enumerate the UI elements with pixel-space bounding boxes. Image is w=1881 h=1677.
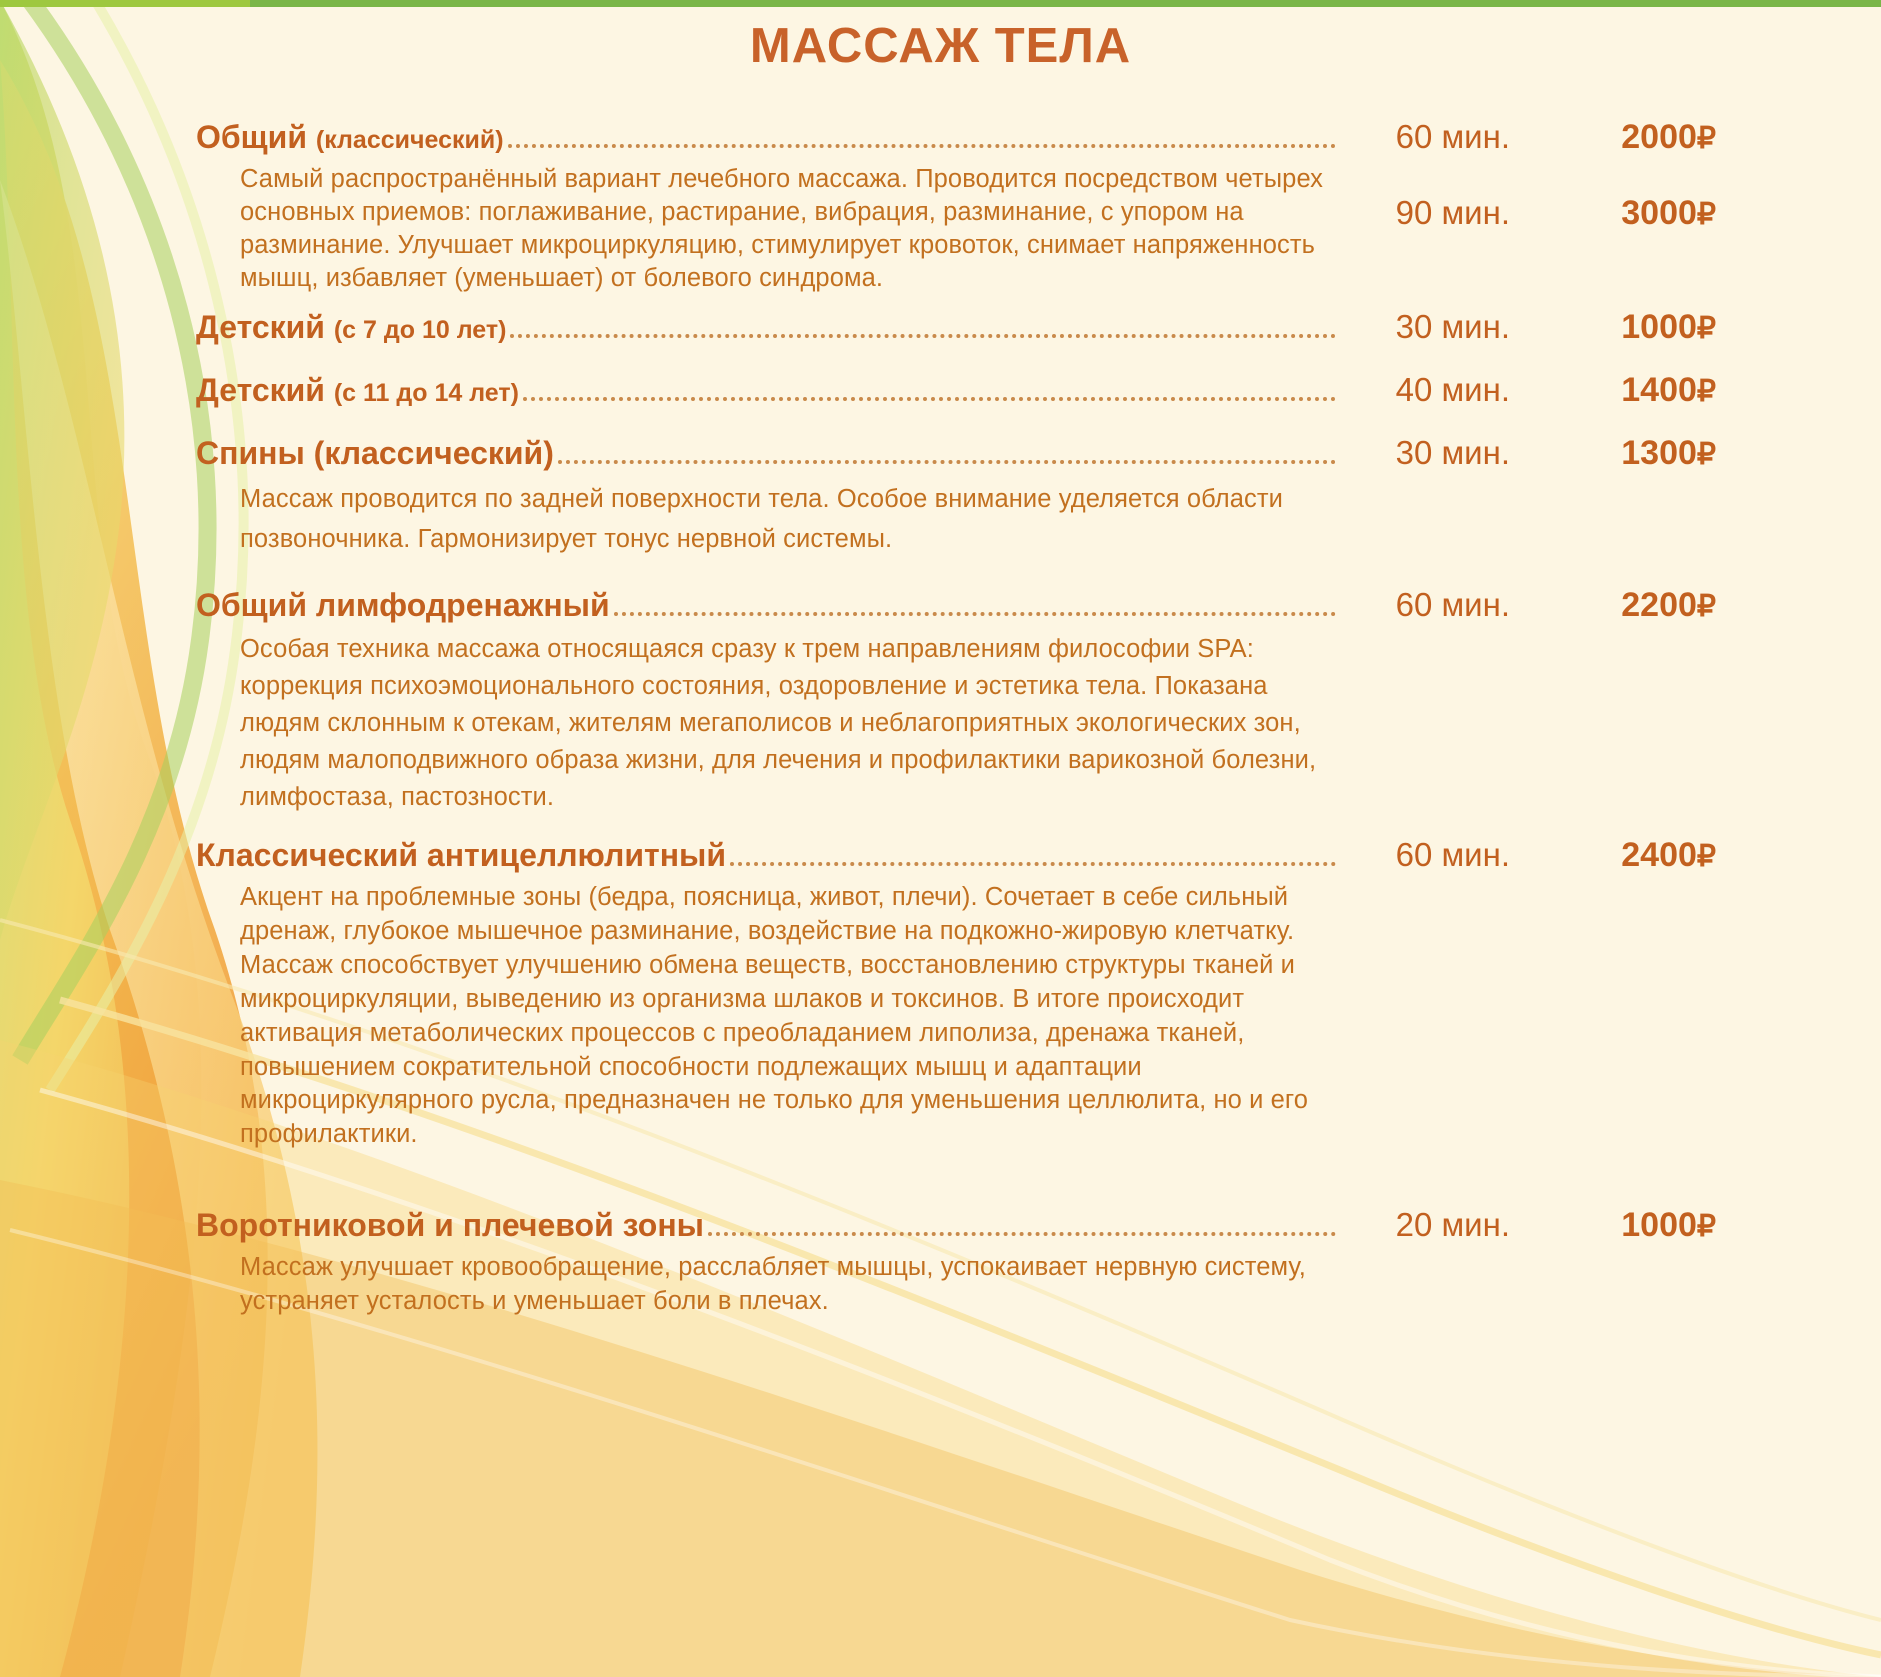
service-description: Массаж проводится по задней поверхности тела. Особое внимание уделяется области позвоночника. Гармонизирует тонус нервной системы. <box>240 484 1283 554</box>
dot-leader <box>523 396 1336 401</box>
dot-leader <box>508 143 1336 148</box>
dot-leader <box>730 861 1336 866</box>
service-price-value: 2400 <box>1621 836 1697 874</box>
service-name-sub: (с 11 до 14 лет) <box>333 378 519 407</box>
currency-symbol: ₽ <box>1696 1210 1716 1244</box>
service-price-value: 1400 <box>1621 370 1697 409</box>
service-name-main: Детский <box>196 371 325 408</box>
currency-symbol: ₽ <box>1696 437 1716 471</box>
currency-symbol: ₽ <box>1696 840 1716 873</box>
list-item <box>196 586 1716 816</box>
dot-leader <box>510 333 1336 338</box>
service-duration: 60 мин. <box>1395 118 1510 155</box>
service-name-sub: (классический) <box>315 126 504 154</box>
service-row <box>196 836 1716 875</box>
service-row <box>196 118 1716 157</box>
service-price <box>1510 836 1716 875</box>
service-list <box>196 118 1716 1331</box>
service-duration: 60 мин. <box>1395 586 1510 624</box>
service-name-main: Спины (классический) <box>196 434 554 471</box>
service-name-main: Детский <box>196 308 325 345</box>
service-row <box>196 371 1716 410</box>
list-item <box>196 118 1716 296</box>
service-price-2 <box>1510 194 1716 233</box>
list-item <box>196 371 1716 410</box>
service-row <box>196 434 1716 473</box>
service-duration: 30 мин. <box>1395 433 1510 471</box>
service-name <box>196 837 726 874</box>
service-row <box>196 586 1716 625</box>
currency-symbol: ₽ <box>1696 374 1716 408</box>
service-name <box>196 1207 704 1244</box>
currency-symbol: ₽ <box>1696 198 1716 231</box>
service-price-value: 2000 <box>1621 118 1697 156</box>
service-duration: 60 мин. <box>1395 836 1510 873</box>
list-item <box>196 836 1716 1152</box>
page-title: МАССАЖ ТЕЛА <box>749 19 1132 73</box>
service-price <box>1510 118 1716 157</box>
dot-leader <box>558 459 1336 464</box>
service-price <box>1510 371 1716 410</box>
list-item <box>196 308 1716 347</box>
service-name-main: Общий <box>196 119 307 155</box>
service-price-value: 1000 <box>1621 1206 1697 1245</box>
service-price <box>1510 434 1716 473</box>
service-description: Особая техника массажа относящаяся сразу к трем направлениям философии SPA: коррекция психоэмоционального состояния, оздоровление и эстетика тела. Показана людям склонным к отекам, жителям мегаполисов и неблагоприятных экологических зон, людям малоподвижного образа жизни, для лечения и профилактики варикозной болезни, лимфостаза, пастозности. <box>240 635 1317 812</box>
service-description: Акцент на проблемные зоны (бедра, поясница, живот, плечи). Сочетает в себе сильный дренаж, глубокое мышечное разминание, воздействие на подкожно-жировую клетчатку. Массаж способствует улучшению обмена веществ, восстановлению структуры тканей и микроциркуляции, выведению из организма шлаков и токсинов. В итоге происходит активация метаболических процессов с преобладанием липолиза, дренажа тканей, повышением сократительной способности подлежащих мышц и адаптации микроциркулярного русла, предназначен не только для уменьшения целлюлита, но и его профилактики. <box>240 883 1309 1149</box>
service-price <box>1510 308 1716 347</box>
service-price <box>1510 586 1716 625</box>
service-name <box>196 372 519 409</box>
currency-symbol: ₽ <box>1696 590 1716 624</box>
service-duration: 40 мин. <box>1395 370 1510 408</box>
service-duration-2: 90 мин. <box>1395 194 1510 231</box>
currency-symbol: ₽ <box>1696 122 1716 155</box>
list-item <box>196 434 1716 561</box>
section-spacer <box>196 1164 1716 1206</box>
service-duration: 20 мин. <box>1395 1206 1510 1244</box>
service-description: Самый распространённый вариант лечебного массажа. Проводится посредством четырех основных приемов: поглаживание, растирание, вибрация, разминание, с упором на разминание. Улучшает микроциркуляцию, стимулирует кровоток, снимает напряженность мышц, избавляет (уменьшает) от болевого синдрома. <box>240 165 1324 293</box>
service-price-value: 1000 <box>1621 307 1697 346</box>
service-price-value: 2200 <box>1621 586 1697 625</box>
service-name-main: Классический антицеллюлитный <box>196 837 727 873</box>
service-name <box>196 587 610 624</box>
list-item <box>196 1206 1716 1319</box>
service-row <box>196 308 1716 347</box>
dot-leader <box>614 611 1336 616</box>
service-description: Массаж улучшает кровообращение, расслабляет мышцы, успокаивает нервную систему, устраняет усталость и уменьшает боли в плечах. <box>240 1253 1306 1316</box>
service-name <box>196 435 554 472</box>
service-name-sub: (с 7 до 10 лет) <box>333 315 507 344</box>
currency-symbol: ₽ <box>1696 311 1716 345</box>
service-price-value: 1300 <box>1621 433 1697 472</box>
service-name-main: Воротниковой и плечевой зоны <box>196 1207 704 1244</box>
dot-leader <box>708 1231 1336 1236</box>
service-name-main: Общий лимфодренажный <box>196 587 610 624</box>
service-price-2-value: 3000 <box>1621 194 1697 232</box>
service-name <box>196 119 504 156</box>
service-row <box>196 1206 1716 1245</box>
service-duration: 30 мин. <box>1395 307 1510 345</box>
service-price <box>1510 1206 1716 1245</box>
service-name <box>196 309 506 346</box>
service-secondary-pricing <box>1386 194 1716 233</box>
